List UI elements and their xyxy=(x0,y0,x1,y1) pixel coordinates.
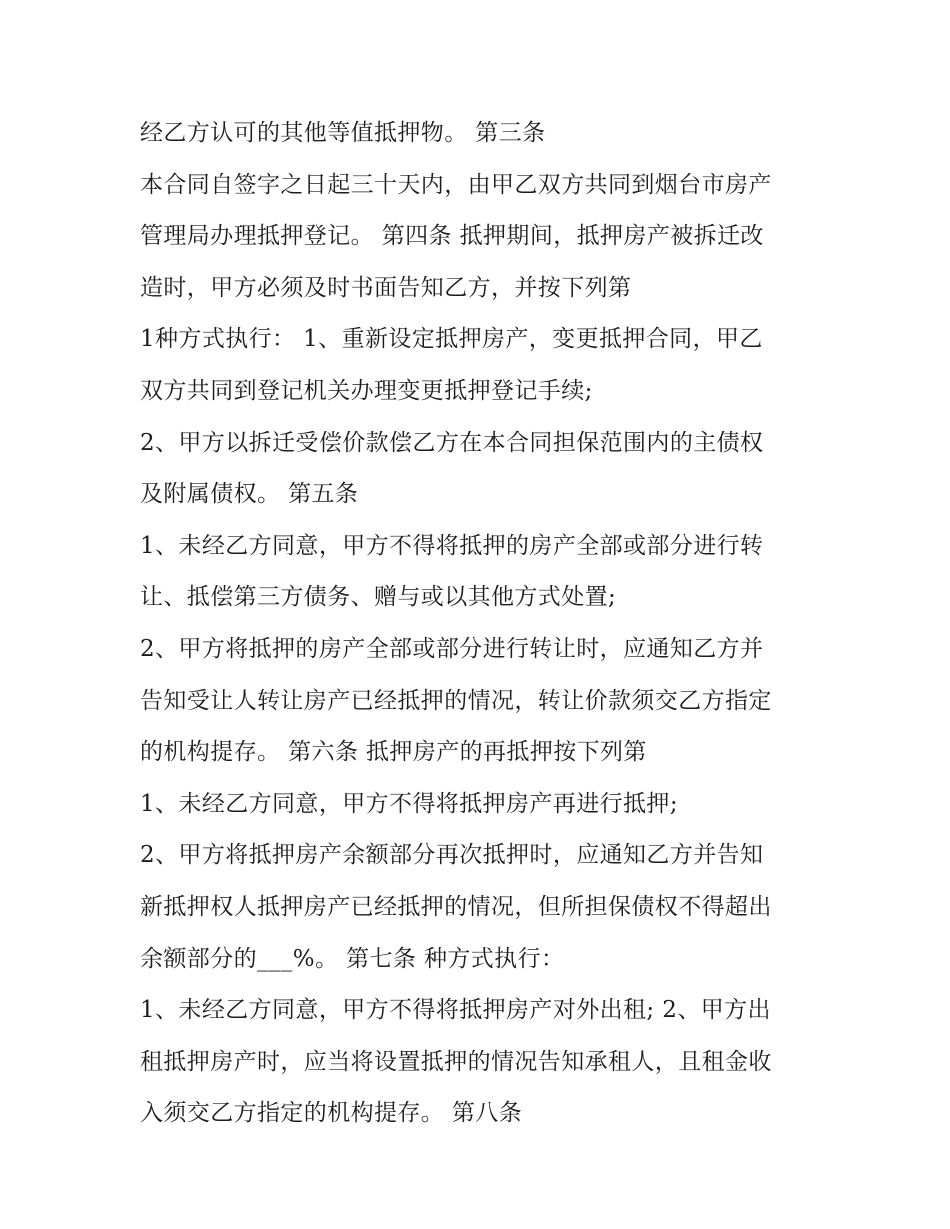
text-line: 经乙方认可的其他等值抵押物。 第三条 xyxy=(140,120,546,146)
text-line: 让、抵偿第三方债务、赠与或以其他方式处置; xyxy=(140,584,617,611)
text-line: 及附属债权。 第五条 xyxy=(140,481,359,508)
text-line: 2、甲方将抵押房产余额部分再次抵押时，应通知乙方并告知 xyxy=(140,842,764,869)
text-line: 余额部分的___%。 第七条 种方式执行： xyxy=(140,945,565,972)
text-line: 租抵押房产时，应当将设置抵押的情况告知承租人，且租金收 xyxy=(140,1048,772,1075)
text-line: 2、甲方将抵押的房产全部或部分进行转让时，应通知乙方并 xyxy=(140,635,764,662)
text-line: 1、未经乙方同意，甲方不得将抵押的房产全部或部分进行转 xyxy=(140,532,764,559)
text-line: 管理局办理抵押登记。 第四条 抵押期间，抵押房产被拆迁改 xyxy=(140,223,764,250)
contract-text xyxy=(140,108,820,1140)
text-line: 2、甲方以拆迁受偿价款偿乙方在本合同担保范围内的主债权 xyxy=(140,429,764,456)
text-line: 本合同自签字之日起三十天内，由甲乙双方共同到烟台市房产 xyxy=(140,171,772,198)
text-line: 双方共同到登记机关办理变更抵押登记手续; xyxy=(140,377,593,404)
text-line: 造时，甲方必须及时书面告知乙方，并按下列第 xyxy=(140,274,632,301)
text-line: 告知受让人转让房产已经抵押的情况，转让价款须交乙方指定 xyxy=(140,687,772,714)
text-line: 新抵押权人抵押房产已经抵押的情况，但所担保债权不得超出 xyxy=(140,893,772,920)
text-line: 入须交乙方指定的机构提存。 第八条 xyxy=(140,1100,523,1127)
text-line: 的机构提存。 第六条 抵押房产的再抵押按下列第 xyxy=(140,739,647,766)
text-line: 1、未经乙方同意，甲方不得将抵押房产再进行抵押; xyxy=(140,790,678,817)
text-line: 1种方式执行： 1、重新设定抵押房产，变更抵押合同，甲乙 xyxy=(140,326,763,353)
text-line: 1、未经乙方同意，甲方不得将抵押房产对外出租; 2、甲方出 xyxy=(140,997,771,1024)
